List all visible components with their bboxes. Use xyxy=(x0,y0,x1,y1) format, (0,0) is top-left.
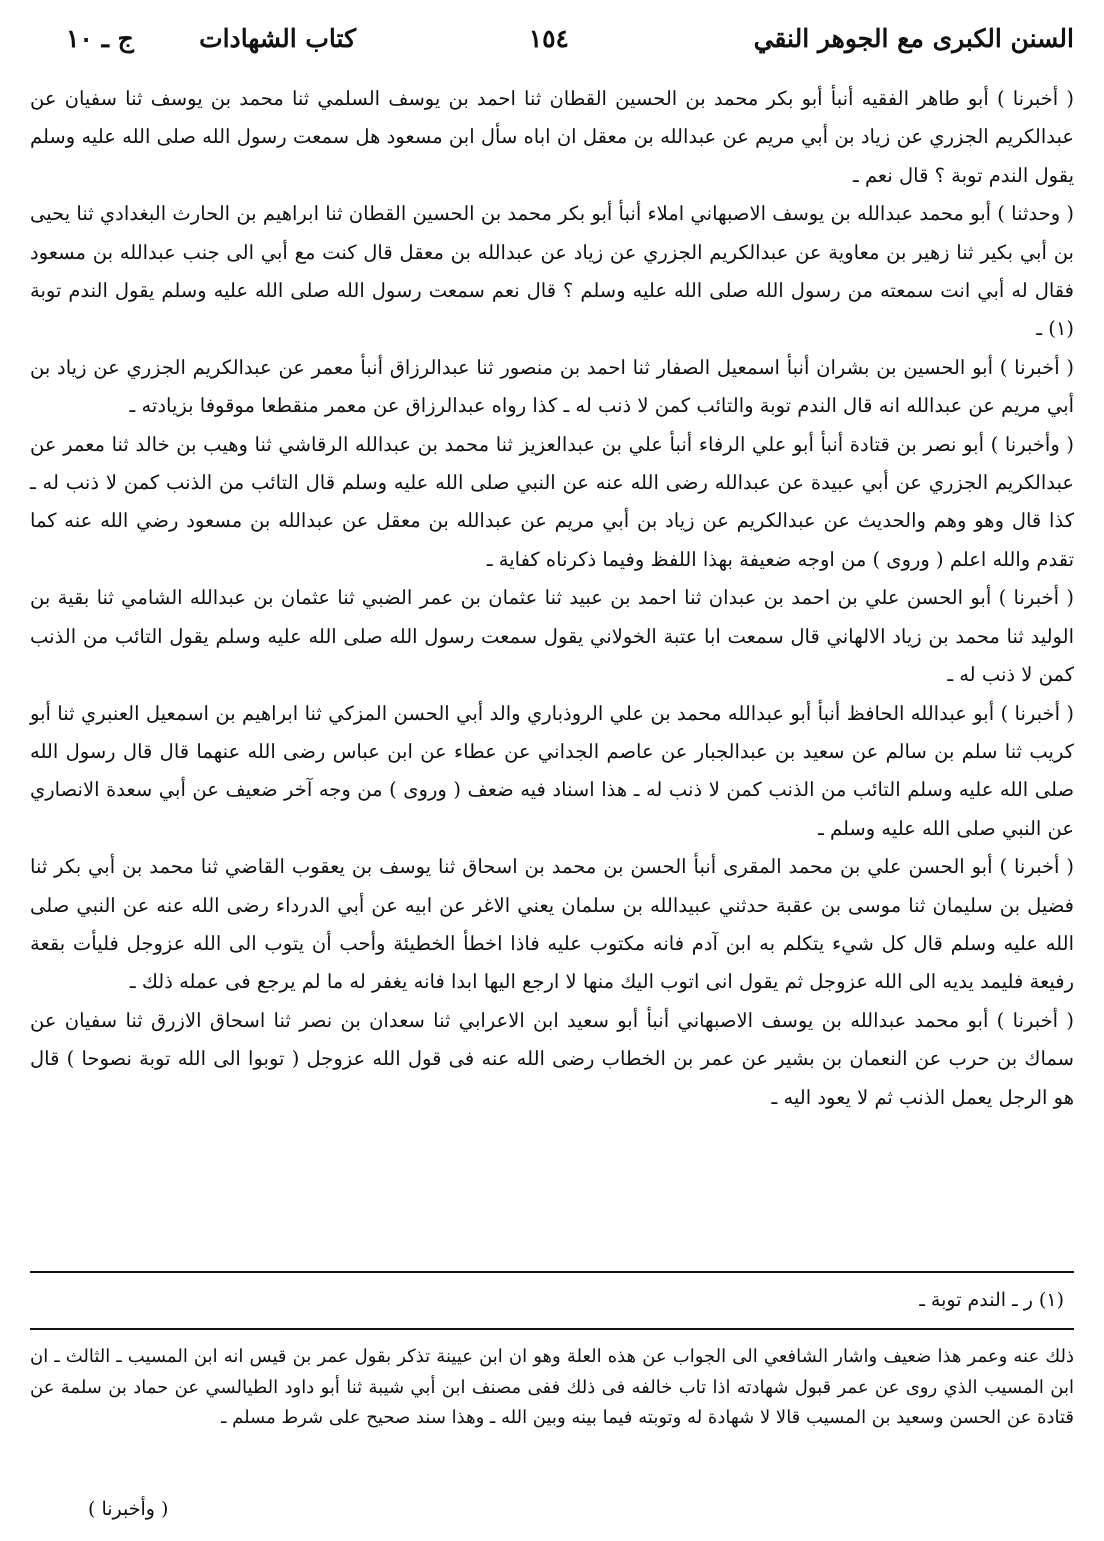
hadith-paragraph: ( أخبرنا ) أبو الحسن علي بن احمد بن عبدان ثنا احمد بن عبيد ثنا عثمان بن عمر الضبي ثنا عثمان بن عبدالله الشامي ثنا بقية بن الوليد ثنا محمد بن زياد الالهاني قال سمعت ابا عتبة الخولاني يقول سمعت رسول الله صلى الله عليه وسلم يقول التائب من الذنب كمن لا ذنب له ـ xyxy=(30,586,1074,687)
main-text-divider xyxy=(30,1271,1074,1273)
volume-number: ج ـ ١٠ xyxy=(66,24,134,53)
main-text xyxy=(30,80,1074,1117)
footnote-divider xyxy=(30,1328,1074,1330)
book-page xyxy=(30,18,1074,1523)
running-header xyxy=(30,18,1074,62)
hadith-paragraph: ( وأخبرنا ) أبو نصر بن قتادة أنبأ أبو علي الرفاء أنبأ علي بن عبدالعزيز ثنا محمد بن عبدالله الرقاشي ثنا وهيب بن خالد ثنا معمر عن عبدالكريم الجزري عن أبي عبيدة عن عبدالله رضى الله عنه عن النبي صلى الله عليه وسلم قال التائب من الذنب كمن لا ذنب له ـ كذا قال وهو وهم والحديث عن عبدالكريم عن زياد بن أبي مريم عن عبدالله بن معقل عن عبدالله بن مسعود رضي الله عنه كما تقدم والله اعلم ( وروى ) من اوجه ضعيفة بهذا اللفظ وفيما ذكرناه كفاية ـ xyxy=(30,432,1074,571)
hadith-paragraph: ( أخبرنا ) أبو الحسين بن بشران أنبأ اسمعيل الصفار ثنا احمد بن منصور ثنا عبدالرزاق أنبأ معمر عن عبدالكريم الجزري عن زياد بن أبي مريم عن عبدالله انه قال الندم توبة والتائب كمن لا ذنب له ـ كذا رواه عبدالرزاق عن معمر منقطعا موقوفا بزيادته ـ xyxy=(30,355,1074,418)
catchword: ( وأخبرنا ) xyxy=(88,1498,169,1520)
hadith-paragraph: ( أخبرنا ) أبو طاهر الفقيه أنبأ أبو بكر محمد بن الحسين القطان ثنا احمد بن يوسف السلمي ثنا محمد بن يوسف ثنا سفيان عن عبدالكريم الجزري عن زياد بن أبي مريم عن عبدالله بن معقل ان اباه سأل ابن مسعود هل سمعت رسول الله صلى الله عليه وسلم يقول الندم توبة ؟ قال نعم ـ xyxy=(30,87,1074,187)
chapter-title: كتاب الشهادات xyxy=(199,24,356,53)
hadith-paragraph: ( وحدثنا ) أبو محمد عبدالله بن يوسف الاصبهاني املاء أنبأ أبو بكر محمد بن الحسين القطان ثنا ابراهيم بن الحارث البغدادي ثنا يحيى بن أبي بكير ثنا زهير بن معاوية عن عبدالكريم الجزري عن زياد عن عبدالله بن معقل قال كنت مع أبي الى جنب عبدالله بن مسعود فقال له أبي انت سمعته من رسول الله صلى الله عليه وسلم ؟ قال نعم سمعت رسول الله صلى الله عليه وسلم يقول الندم توبة (١) ـ xyxy=(30,202,1074,341)
commentary-paragraph: ذلك عنه وعمر هذا ضعيف واشار الشافعي الى الجواب عن هذه العلة وهو ان ابن عيينة تذكر بقول عمر بن قيس انه ابن المسيب ـ الثالث ـ ان ابن المسيب الذي روى عن عمر قبول شهادته اذا تاب خالفه فى ذلك ففى مصنف ابن أبي شيبة ثنا أبو داود الطيالسي عن حماد بن سلمة عن قتادة عن الحسن وسعيد بن المسيب قالا لا شهادة له وتوبته فيما بينه وبين الله ـ وهذا سند صحيح على شرط مسلم ـ xyxy=(30,1346,1074,1428)
hadith-paragraph: ( أخبرنا ) أبو محمد عبدالله بن يوسف الاصبهاني أنبأ أبو سعيد ابن الاعرابي ثنا سعدان بن نصر ثنا اسحاق الازرق ثنا سفيان عن سماك بن حرب عن النعمان بن بشير عن عمر بن الخطاب رضى الله عنه فى قول الله عزوجل ( توبوا الى الله توبة نصوحا ) قال هو الرجل يعمل الذنب ثم لا يعود اليه ـ xyxy=(30,1008,1074,1109)
footnote: (١) ر ـ الندم توبة ـ xyxy=(919,1289,1064,1311)
book-title: السنن الكبرى مع الجوهر النقي xyxy=(753,24,1074,53)
page-number: ١٥٤ xyxy=(528,24,569,53)
commentary-section xyxy=(30,1342,1074,1434)
hadith-paragraph: ( أخبرنا ) أبو عبدالله الحافظ أنبأ أبو عبدالله محمد بن علي الروذباري والد أبي الحسن المزكي ثنا ابراهيم بن اسمعيل العنبري ثنا أبو كريب ثنا سلم بن سالم عن سعيد بن عبدالجبار عن عاصم الجداني عن عطاء عن ابن عباس رضى الله عنهما قال قال رسول الله صلى الله عليه وسلم التائب من الذنب كمن لا ذنب له ـ هذا اسناد فيه ضعف ( وروى ) من وجه آخر ضعيف عن أبي سعدة الانصاري عن النبي صلى الله عليه وسلم ـ xyxy=(30,701,1074,840)
hadith-paragraph: ( أخبرنا ) أبو الحسن علي بن محمد المقرى أنبأ الحسن بن محمد بن اسحاق ثنا يوسف بن يعقوب القاضي ثنا محمد بن أبي بكر ثنا فضيل بن سليمان ثنا موسى بن عقبة حدثني عبيدالله بن سلمان يعني الاغر عن ابيه عن أبي الدرداء رضى الله عنه عن النبي صلى الله عليه وسلم قال كل شيء يتكلم به ابن آدم فانه مكتوب عليه فاذا اخطأ الخطيئة وأحب أن يتوب الى الله عزوجل فليأت بقعة رفيعة فليمد يديه الى الله عزوجل ثم يقول انى اتوب اليك منها لا ارجع اليها ابدا فانه يغفر له ما لم يرجع فى عمله ذلك ـ xyxy=(30,855,1075,994)
